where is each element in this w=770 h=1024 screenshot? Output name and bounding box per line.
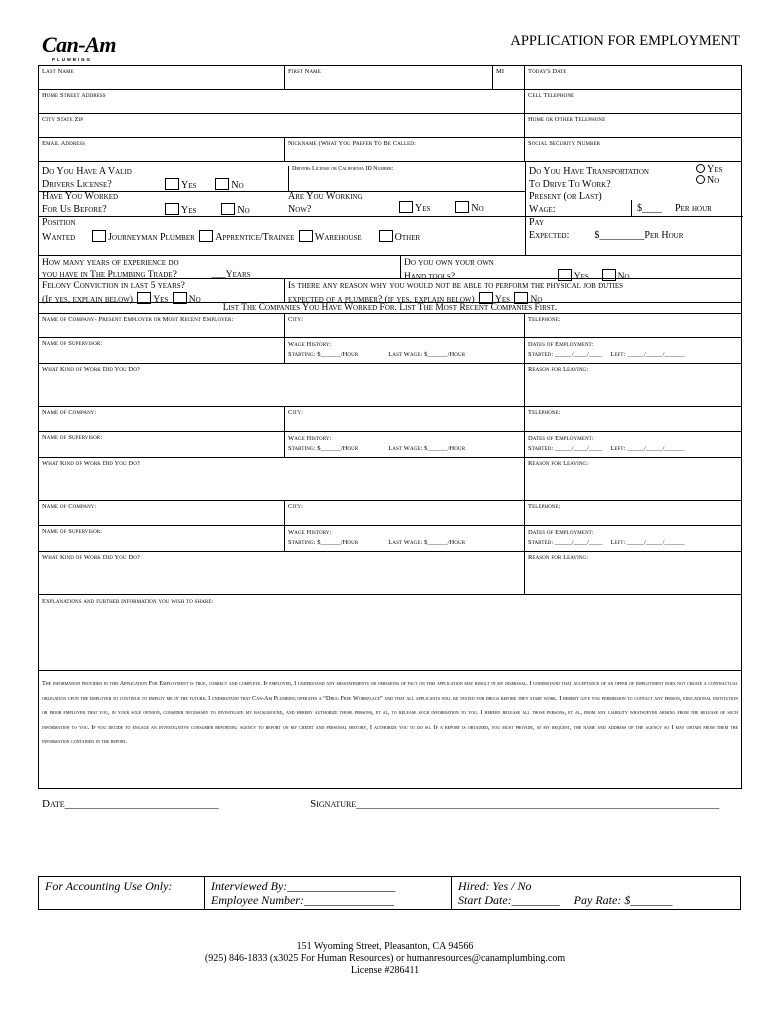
worked-no-checkbox[interactable]	[221, 203, 235, 215]
company-2-supervisor-field[interactable]: Name of Supervisor:	[39, 432, 285, 457]
email-field[interactable]: Email Address	[39, 138, 285, 161]
company-1-wage-history[interactable]: Wage History: Starting: $______/Hour Last Wage: $______/Hour	[285, 338, 525, 363]
home-phone-field[interactable]: Home or Other Telephone	[528, 116, 606, 123]
transport-yes-radio[interactable]	[696, 164, 705, 173]
page-title: APPLICATION FOR EMPLOYMENT	[510, 33, 740, 49]
logo-wordmark: Can-Am	[42, 32, 117, 57]
accounting-box	[38, 876, 741, 910]
company-1-phone-field[interactable]: Telephone:	[528, 316, 561, 323]
interviewed-by-field[interactable]: Interviewed By:__________________	[211, 879, 396, 893]
footer-contact: (925) 846-1833 (x3025 For Human Resources) or humanresources@canamplumbing.com	[204, 953, 566, 964]
company-1-supervisor-field[interactable]: Name of Supervisor:	[39, 338, 285, 363]
company-2-reason-field[interactable]: Reason for Leaving:	[528, 460, 589, 467]
position-other-checkbox[interactable]	[379, 230, 393, 242]
nickname-field[interactable]: Nickname (What You Prefer To Be Called:	[285, 138, 525, 161]
questions-block: Do You Have A Valid Drivers License? Yes No Drivers License or California ID Number: Do You Have Transportation To Drive To Work? Yes No Have You Worked For Us Before? Yes No Are You Working Now? Yes No Present (or Last) Wage: $____ Per hour Position Wanted Journeyman Plumber Apprentice/Trainee Warehouse Other Pay Expected: $_________Per Hour	[39, 162, 741, 255]
footer	[0, 941, 770, 977]
company-1-name-field[interactable]: Name of Company- Present Employer or Most Recent Employer:	[39, 314, 285, 337]
todays-date-field[interactable]: Today's Date	[528, 68, 567, 75]
company-2-work-field[interactable]: What Kind of Work Did You Do?	[39, 458, 525, 500]
middle-initial-field[interactable]: MI	[493, 66, 525, 89]
position-journeyman-checkbox[interactable]	[92, 230, 106, 242]
company-2-wage-history[interactable]: Wage History: Starting: $______/Hour Last Wage: $______/Hour	[285, 432, 525, 457]
company-1-dates[interactable]: Dates of Employment: Started: _____/____/____ Left: _____/_____/______	[528, 341, 685, 358]
company-3-wage-history[interactable]: Wage History: Starting: $______/Hour Last Wage: $______/Hour	[285, 526, 525, 551]
position-warehouse-checkbox[interactable]	[299, 230, 313, 242]
ssn-field[interactable]: Social Security Number	[528, 140, 601, 147]
cell-phone-field[interactable]: Cell Telephone	[528, 92, 575, 99]
company-3-name-field[interactable]: Name of Company:	[39, 501, 285, 525]
last-name-field[interactable]: Last Name	[39, 66, 285, 89]
company-1-reason-field[interactable]: Reason for Leaving:	[528, 366, 589, 373]
company-3-work-field[interactable]: What Kind of Work Did You Do?	[39, 552, 525, 594]
start-date-field[interactable]: Start Date:________	[458, 893, 560, 907]
company-3-city-field[interactable]: City:	[285, 501, 525, 525]
present-wage-field[interactable]: $____ Per hour	[637, 203, 712, 214]
working-no-checkbox[interactable]	[455, 201, 469, 213]
logo-subtitle: PLUMBING	[52, 57, 92, 62]
working-yes-checkbox[interactable]	[399, 201, 413, 213]
years-experience-field[interactable]: ___Years	[211, 270, 251, 280]
signature-field[interactable]: Signature__________________________________________________________________	[310, 798, 720, 810]
signature-area	[42, 798, 719, 810]
employee-number-field[interactable]: Employee Number:_______________	[211, 893, 394, 907]
footer-license: License #286411	[350, 965, 420, 976]
company-3-dates[interactable]: Dates of Employment: Started: _____/____/____ Left: _____/_____/______	[528, 529, 685, 546]
license-no-checkbox[interactable]	[215, 178, 229, 190]
pay-rate-field[interactable]: Pay Rate: $_______	[573, 893, 673, 907]
footer-address: 151 Wyoming Street, Pleasanton, CA 94566	[296, 941, 474, 952]
hired-field[interactable]: Hired: Yes / No	[458, 879, 532, 893]
expected-pay-field[interactable]: $_________	[594, 229, 645, 241]
worked-yes-checkbox[interactable]	[165, 203, 179, 215]
company-2-name-field[interactable]: Name of Company:	[39, 407, 285, 431]
dl-number-field[interactable]: Drivers License or California ID Number:	[288, 166, 393, 192]
legal-statement: The information provided in this Application For Employment is true, correct and complete. If employed, I understand any misstatements or omissions of fact on this application may result in my dismissal. I understand that acceptance of an offer of employment does not create a contractual obligation upon the employer to continue to employ me in the future. I understand that Can-Am Plumbing operates a “Drug Free Workplace” and that all applicants will be tested for drugs before they start work. I hereby give you permission to contact any person, educational institution or prior employer that you, in your sole opinion, consider necessary to investigate my background, and hereby authorize those persons, et al, to release such information to you. I hereby release all those persons, et al, from any liability whatsoever arising from the release of such information to you. If you decide to engage an investigative consumer reporting agency to report on my credit and personal history, I authorize you to do so. If a report is obtained, you must provide, at my request, the name and address of the agency so I may obtain from them the information contained in the report.	[42, 680, 738, 746]
company-2-dates[interactable]: Dates of Employment: Started: _____/____/____ Left: _____/_____/______	[528, 435, 685, 452]
companies-heading: List The Companies You Have Worked For. List The Most Recent Companies First.	[222, 303, 558, 313]
accounting-label: For Accounting Use Only:	[39, 877, 205, 909]
explanations-field[interactable]: Explanations and further information you wish to share:	[42, 598, 214, 605]
company-3-supervisor-field[interactable]: Name of Supervisor:	[39, 526, 285, 551]
transport-no-radio[interactable]	[696, 175, 705, 184]
company-1-city-field[interactable]: City:	[285, 314, 525, 337]
company-2-city-field[interactable]: City:	[285, 407, 525, 431]
home-street-field[interactable]: Home Street Address	[39, 90, 525, 113]
date-signature-field[interactable]: Date____________________________	[42, 798, 219, 810]
company-1-work-field[interactable]: What Kind of Work Did You Do?	[39, 364, 525, 406]
license-yes-checkbox[interactable]	[165, 178, 179, 190]
position-apprentice-checkbox[interactable]	[199, 230, 213, 242]
application-form: Last Name First Name MI Today's Date Home Street Address Cell Telephone City State Zip Home or Other Telephone Email Address Nickname (What You Prefer To Be Called: Social Security Number Do You Have A Valid Drivers License? Yes No Drivers License or California ID Number: Do You Have Transportation To Drive To Work? Yes No Have You Worked For Us Before? Yes No Are You Working Now? Yes No Present (or Last) Wage: $____ Per hour Position Wanted Journeyman Plumber Apprentice/Trainee Warehouse Other Pay Expected: $_________Per Hour How many years of experience do you have in The Plumbing Trade? ___Years Do you own your own Hand tools? Yes No Felony Conviction in last 5 years? (If yes, explain below) Yes No Is there any reason why you would not be able to perform the physical job duties expected of a plumber? (if yes, explain below) Yes No List The Companies You Have Worked For. List The Most Recent Companies First. Name of Company- Present Employer or Most Recent Employer: City: Telephone: Name of Supervisor: Wage History: Starting: $______/Hour Last Wage: $______/Hour Dates of Employment: Started: _____/____/____ Left: _____/_____/______ What Kind of Work Did You Do? Reason for Leaving: Name of Company: City: Telephone: Name of Supervisor: Wage History: Starting: $______/Hour Last Wage: $______/Hour Dates of Employment: Started: _____/____/____ Left: _____/_____/______ What Kind of Work Did You Do? Reason for Leaving: Name of Company: City: Telephone: Name of Supervisor: Wage History: Starting: $______/Hour Last Wage: $______/Hour Dates of Employment: Started: _____/____/____ Left: _____/_____/______ What Kind of Work Did You Do? Reason for Leaving: Explanations and further information you wish to share: The information provided in this Application For Employment is true, correct and complete. If employed, I understand any misstatements or omissions of fact on this application may result in my dismissal. I understand that acceptance of an offer of employment does not create a contractual obligation upon the employer to continue to employ me in the future. I understand that Can-Am Plumbing operates a “Drug Free Workplace” and that all applicants will be tested for drugs before they start work. I hereby give you permission to contact any person, educational institution or prior employer that you, in your sole opinion, consider necessary to investigate my background, and hereby authorize those persons, et al, to release such information to you. I hereby release all those persons, et al, from any liability whatsoever arising from the release of such information to you. If you decide to engage an investigative consumer reporting agency to report on my credit and personal history, I authorize you to do so. If a report is obtained, you must provide, at my request, the name and address of the agency so I may obtain from them the information contained in the report.	[38, 65, 742, 789]
first-name-field[interactable]: First Name	[285, 66, 493, 89]
company-3-phone-field[interactable]: Telephone:	[528, 503, 561, 510]
company-logo	[42, 34, 134, 62]
company-2-phone-field[interactable]: Telephone:	[528, 409, 561, 416]
city-state-zip-field[interactable]: City State Zip	[39, 114, 525, 137]
company-3-reason-field[interactable]: Reason for Leaving:	[528, 554, 589, 561]
